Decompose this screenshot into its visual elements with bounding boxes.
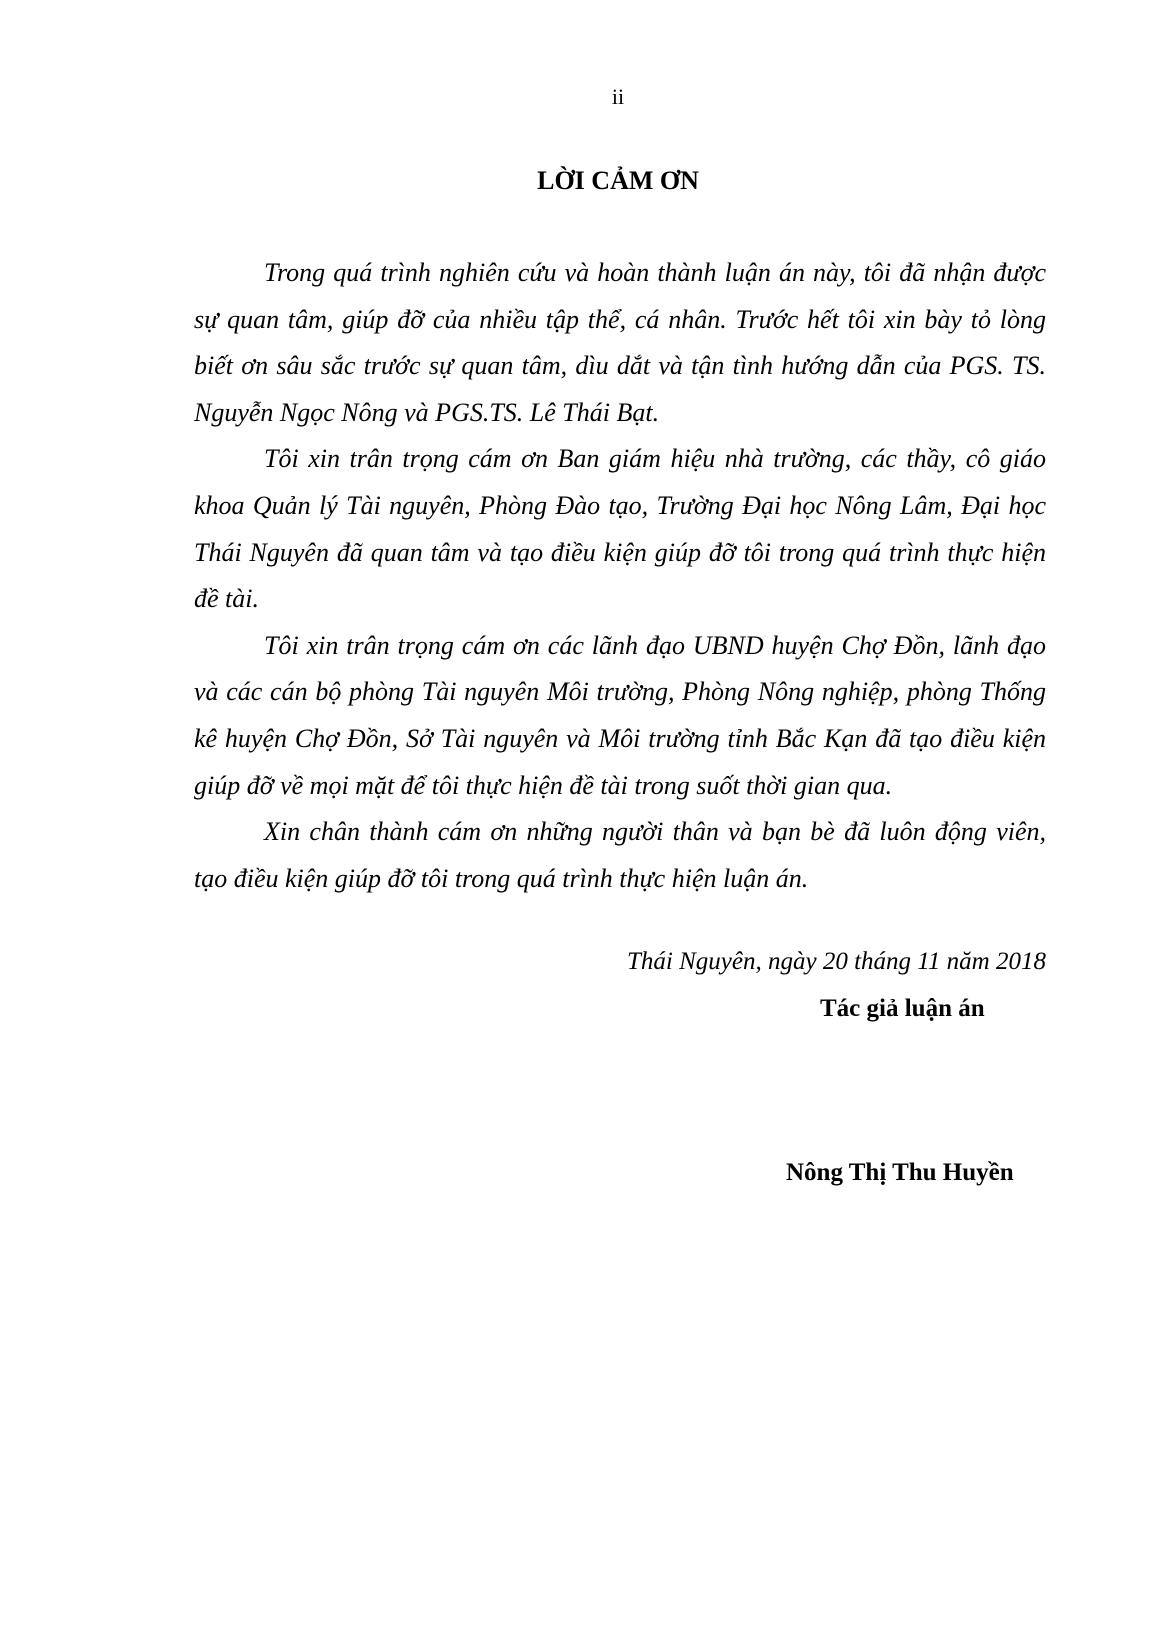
signature-role: Tác giả luận án [820,995,985,1022]
acknowledgement-body [194,250,1046,902]
page-title: LỜI CẢM ƠN [537,166,699,195]
paragraph-family-friends: Xin chân thành cám ơn những người thân và bạn bè đã luôn động viên, tạo điều kiện giúp đỡ tôi trong quá trình thực hiện luận án. [194,817,1046,893]
paragraph-local-authorities: Tôi xin trân trọng cám ơn các lãnh đạo UBND huyện Chợ Đồn, lãnh đạo và các cán bộ phòng Tài nguyên Môi trường, Phòng Nông nghiệp, phòng Thống kê huyện Chợ Đồn, Sở Tài nguyên và Môi trường tỉnh Bắc Kạn đã tạo điều kiện giúp đỡ về mọi mặt để tôi thực hiện đề tài trong suốt thời gian qua. [194,630,1046,800]
page-number: ii [611,84,625,109]
signature-name: Nông Thị Thu Huyền [786,1159,1014,1186]
paragraph-supervisors: Trong quá trình nghiên cứu và hoàn thành luận án này, tôi đã nhận được sự quan tâm, giúp đỡ của nhiều tập thể, cá nhân. Trước hết tôi xin bày tỏ lòng biết ơn sâu sắc trước sự quan tâm, dìu dắt và tận tình hướng dẫn của PGS. TS. Nguyễn Ngọc Nông và PGS.TS. Lê Thái Bạt. [194,258,1046,427]
paragraph-university: Tôi xin trân trọng cám ơn Ban giám hiệu nhà trường, các thầy, cô giáo khoa Quản lý Tài nguyên, Phòng Đào tạo, Trường Đại học Nông Lâm, Đại học Thái Nguyên đã quan tâm và tạo điều kiện giúp đỡ tôi trong quá trình thực hiện đề tài. [194,444,1046,614]
signature-date: Thái Nguyên, ngày 20 tháng 11 năm 2018 [627,948,1046,975]
